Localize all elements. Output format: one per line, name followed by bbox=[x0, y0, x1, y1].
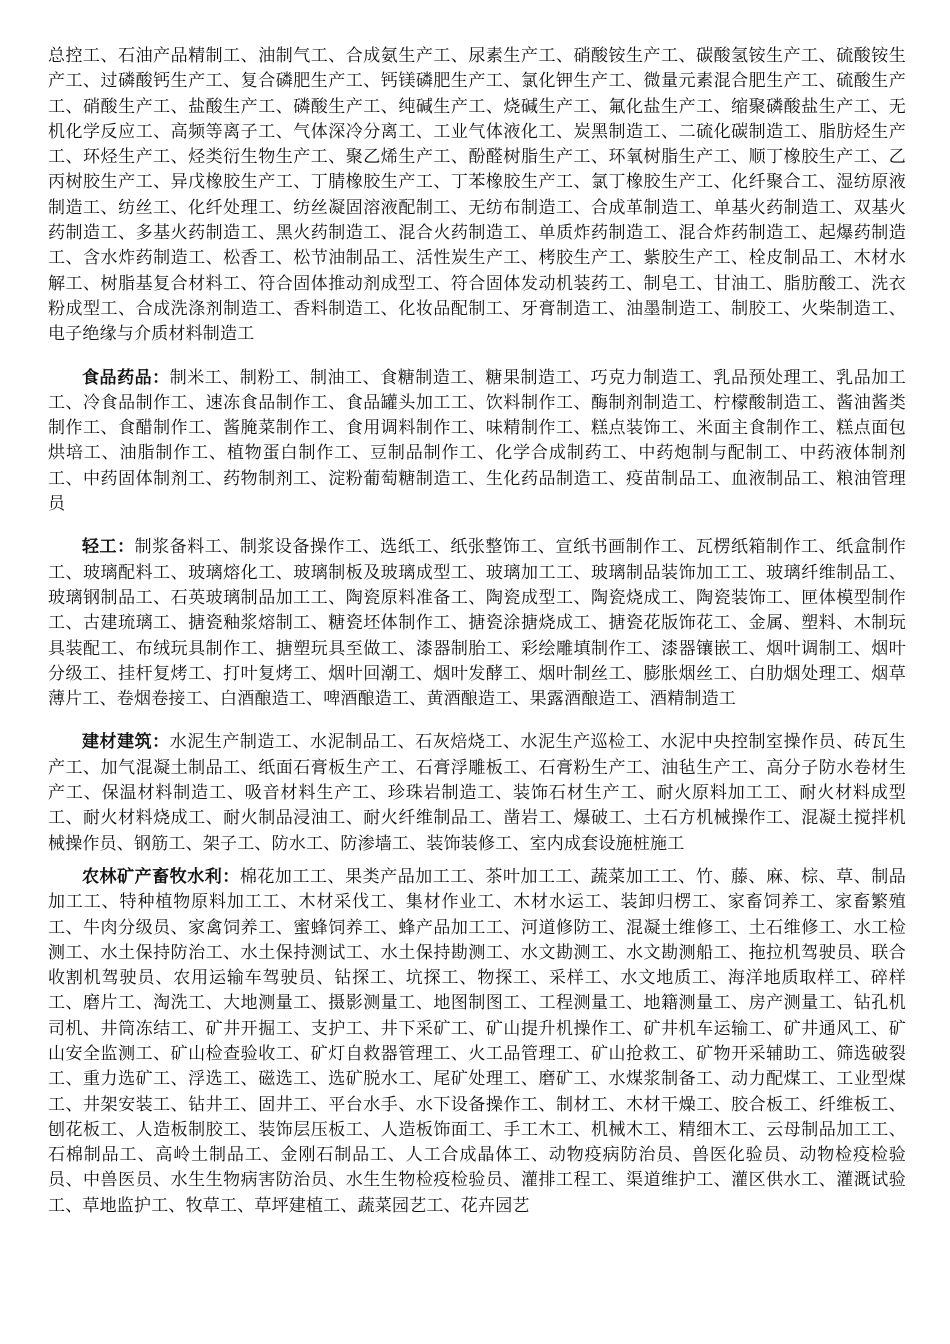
paragraph-chemical-text: 总控工、石油产品精制工、油制气工、合成氨生产工、尿素生产工、硝酸铵生产工、碳酸氢铵生产工、硫酸铵生产工、过磷酸钙生产工、复合磷肥生产工、钙镁磷肥生产工、氯化钾生产工、微量元素混合肥生产工、硫酸生产工、硝酸生产工、盐酸生产工、磷酸生产工、纯碱生产工、烧碱生产工、氟化盐生产工、缩聚磷酸盐生产工、无机化学反应工、高频等离子工、气体深冷分离工、工业气体液化工、炭黑制造工、二硫化碳制造工、脂肪烃生产工、环烃生产工、烃类衍生物生产工、聚乙烯生产工、酚醛树脂生产工、环氧树脂生产工、顺丁橡胶生产工、乙丙树胶生产工、异戊橡胶生产工、丁腈橡胶生产工、丁苯橡胶生产工、氯丁橡胶生产工、化纤聚合工、湿纺原液制造工、纺丝工、化纤处理工、纺丝凝固溶液配制工、无纺布制造工、合成革制造工、单基火药制造工、双基火药制造工、多基火药制造工、黑火药制造工、混合火药制造工、单质炸药制造工、混合炸药制造工、起爆药制造工、含水炸药制造工、松香工、松节油制品工、活性炭生产工、栲胶生产工、紫胶生产工、栓皮制品工、木材水解工、树脂基复合材料工、符合固体推动剂成型工、符合固体发动机装药工、制皂工、甘油工、脂肪酸工、洗衣粉成型工、合成洗涤剂制造工、香料制造工、化妆品配制工、牙膏制造工、油墨制造工、制胶工、火柴制造工、电子绝缘与介质材料制造工 bbox=[48, 46, 906, 345]
section-heading-light-industry: 轻工： bbox=[82, 537, 135, 558]
paragraph-chemical bbox=[48, 44, 906, 348]
section-heading-building-materials: 建材建筑： bbox=[82, 732, 170, 753]
paragraph-light-industry-text: 制浆备料工、制浆设备操作工、选纸工、纸张整饰工、宣纸书画制作工、瓦楞纸箱制作工、纸盒制作工、玻璃配料工、玻璃熔化工、玻璃制板及玻璃成型工、玻璃加工工、玻璃制品装饰加工工、玻璃纤维制品工、玻璃钢制品工、石英玻璃制品加工工、陶瓷原料准备工、陶瓷成型工、陶瓷烧成工、陶瓷装饰工、匣体模型制作工、古建琉璃工、搪瓷釉浆熔制工、糖瓷坯体制作工、搪瓷涂搪烧成工、搪瓷花版饰花工、金属、塑料、木制玩具装配工、布绒玩具制作工、搪塑玩具至做工、漆器制胎工、彩绘雕填制作工、漆器镶嵌工、烟叶调制工、烟叶分级工、挂杆复烤工、打叶复烤工、烟叶回潮工、烟叶发酵工、烟叶制丝工、膨胀烟丝工、白肋烟处理工、烟草薄片工、卷烟卷接工、白酒酿造工、啤酒酿造工、黄酒酿造工、果露酒酿造工、酒精制造工 bbox=[48, 537, 906, 710]
paragraph-building-materials-text: 水泥生产制造工、水泥制品工、石灰焙烧工、水泥生产巡检工、水泥中央控制室操作员、砖瓦生产工、加气混凝土制品工、纸面石膏板生产工、石膏浮雕板工、石膏粉生产工、油毡生产工、高分子防水卷材生产工、保温材料制造工、吸音材料生产工、珍珠岩制造工、装饰石材生产工、耐火原料加工工、耐火材料成型工、耐火材料烧成工、耐火制品浸油工、耐火纤维制品工、凿岩工、爆破工、土石方机械操作工、混凝土搅拌机械操作员、钢筋工、架子工、防水工、防渗墙工、装饰装修工、室内成套设施桩施工 bbox=[48, 732, 906, 854]
paragraph-agriculture-mining bbox=[48, 865, 906, 1219]
paragraph-agriculture-mining-text: 棉花加工工、果类产品加工工、茶叶加工工、蔬菜加工工、竹、藤、麻、棕、草、制品加工工、特种植物原料加工工、木材采伐工、集材作业工、木材水运工、装卸归楞工、家畜饲养工、家畜繁殖工、牛肉分级员、家禽饲养工、蜜蜂饲养工、蜂产品加工工、河道修防工、混凝土维修工、土石维修工、水工检测工、水土保持防治工、水土保持测试工、水土保持勘测工、水文勘测工、水文勘测船工、拖拉机驾驶员、联合收割机驾驶员、农用运输车驾驶员、钻探工、坑探工、物探工、采样工、水文地质工、海洋地质取样工、碎样工、磨片工、淘洗工、大地测量工、摄影测量工、地图制图工、工程测量工、地籍测量工、房产测量工、钻孔机司机、井筒冻结工、矿井开掘工、支护工、井下采矿工、矿山提升机操作工、矿井机车运输工、矿井通风工、矿山安全监测工、矿山检查验收工、矿灯自救器管理工、火工品管理工、矿山抢救工、矿物开采辅助工、筛选破裂工、重力选矿工、浮选工、磁选工、选矿脱水工、尾矿处理工、磨矿工、水煤浆制备工、动力配煤工、工业型煤工、井架安装工、钻井工、固井工、平台水手、水下设备操作工、制材工、木材干燥工、胶合板工、纤维板工、刨花板工、人造板制胶工、装饰层压板工、人造板饰面工、手工木工、机械木工、精细木工、云母制品加工工、石棉制品工、高岭土制品工、金刚石制品工、人工合成晶体工、动物疫病防治员、兽医化验员、动物检疫检验员、中兽医员、水生生物病害防治员、水生生物检疫检验员、灌排工程工、渠道维护工、灌区供水工、灌溉试验工、草地监护工、牧草工、草坪建植工、蔬菜园艺工、花卉园艺 bbox=[48, 866, 906, 1216]
paragraph-building-materials bbox=[48, 730, 906, 856]
section-heading-food-medicine: 食品药品： bbox=[82, 367, 170, 388]
section-heading-agriculture-mining: 农林矿产畜牧水利： bbox=[82, 866, 240, 887]
document-page bbox=[48, 44, 906, 1219]
paragraph-food-medicine bbox=[48, 366, 906, 518]
paragraph-light-industry bbox=[48, 535, 906, 712]
paragraph-food-medicine-text: 制米工、制粉工、制油工、食糖制造工、糖果制造工、巧克力制造工、乳品预处理工、乳品加工工、冷食品制作工、速冻食品制作工、食品罐头加工工、饮料制作工、酶制剂制造工、柠檬酸制造工、酱油酱类制作工、食醋制作工、酱腌菜制作工、食用调料制作工、味精制作工、糕点装饰工、米面主食制作工、糕点面包烘培工、油脂制作工、植物蛋白制作工、豆制品制作工、化学合成制药工、中药炮制与配制工、中药液体制剂工、中药固体制剂工、药物制剂工、淀粉葡萄糖制造工、生化药品制造工、疫苗制品工、血液制品工、粮油管理员 bbox=[48, 367, 906, 515]
